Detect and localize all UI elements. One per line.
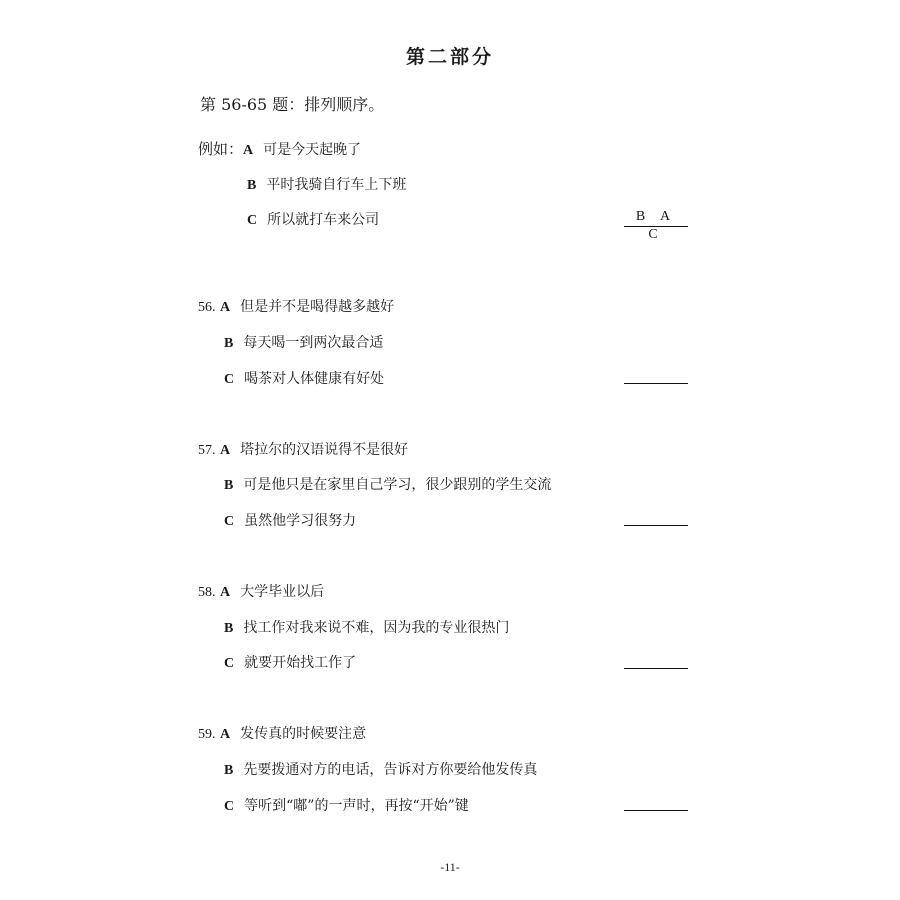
answer-blank-58[interactable]	[624, 650, 688, 669]
example-option-a	[198, 138, 361, 159]
option-label: C	[224, 372, 235, 387]
option-text: 等听到“嘟”的一声时，再按“开始”键	[244, 798, 469, 814]
option-text: 塔拉尔的汉语说得不是很好	[240, 442, 409, 458]
option-text: 先要拨通对方的电话，告诉对方你要给他发传真	[243, 762, 538, 778]
question-56-option-c	[224, 368, 384, 388]
option-label: A	[219, 443, 231, 458]
question-57-option-a	[198, 439, 408, 459]
page-number: -11-	[440, 860, 460, 874]
option-label: A	[219, 300, 231, 315]
page-title: 第二部分	[405, 46, 494, 68]
answer-blank-56[interactable]	[624, 365, 688, 384]
option-label: A	[219, 585, 231, 600]
question-number: 59.	[198, 727, 216, 742]
question-58-option-a	[198, 581, 324, 601]
option-label: C	[224, 799, 235, 814]
answer-blank-57[interactable]	[624, 507, 688, 526]
option-text: 大学毕业以后	[240, 584, 325, 600]
option-label: B	[224, 336, 234, 351]
answer-blank-59[interactable]	[624, 792, 688, 811]
example-option-b	[247, 174, 406, 194]
option-text: 但是并不是喝得越多越好	[240, 299, 395, 315]
option-label: C	[224, 656, 235, 671]
question-number: 56.	[198, 300, 216, 315]
option-text: 发传真的时候要注意	[240, 726, 367, 742]
option-label: B	[247, 178, 257, 193]
question-57-option-b	[224, 474, 551, 494]
question-59-option-a	[198, 723, 366, 743]
question-58-option-b	[224, 617, 509, 637]
example-option-c	[247, 209, 379, 229]
question-59-option-c	[224, 795, 469, 815]
option-text: 所以就打车来公司	[267, 212, 380, 228]
option-text: 就要开始找工作了	[244, 655, 357, 671]
option-text: 每天喝一到两次最合适	[243, 335, 384, 351]
example-answer: B A C	[624, 208, 688, 227]
option-label: B	[224, 621, 234, 636]
question-number: 57.	[198, 443, 216, 458]
option-label: B	[224, 763, 234, 778]
option-text: 平时我骑自行车上下班	[266, 177, 407, 193]
option-label: A	[243, 143, 254, 158]
option-label: C	[247, 213, 258, 228]
example-prefix: 例如：	[198, 140, 244, 158]
question-56-option-a	[198, 296, 394, 316]
question-58-option-c	[224, 652, 356, 672]
instructions: 第 56-65 题：排列顺序。	[200, 95, 385, 114]
option-text: 可是他只是在家里自己学习，很少跟别的学生交流	[243, 477, 552, 493]
option-text: 虽然他学习很努力	[244, 513, 357, 529]
option-label: B	[224, 478, 234, 493]
question-56-option-b	[224, 332, 383, 352]
option-text: 可是今天起晚了	[263, 142, 362, 158]
option-text: 喝茶对人体健康有好处	[244, 371, 385, 387]
question-59-option-b	[224, 759, 537, 779]
question-number: 58.	[198, 585, 216, 600]
option-text: 找工作对我来说不难，因为我的专业很热门	[243, 620, 510, 636]
option-label: C	[224, 514, 235, 529]
option-label: A	[219, 727, 231, 742]
question-57-option-c	[224, 510, 356, 530]
